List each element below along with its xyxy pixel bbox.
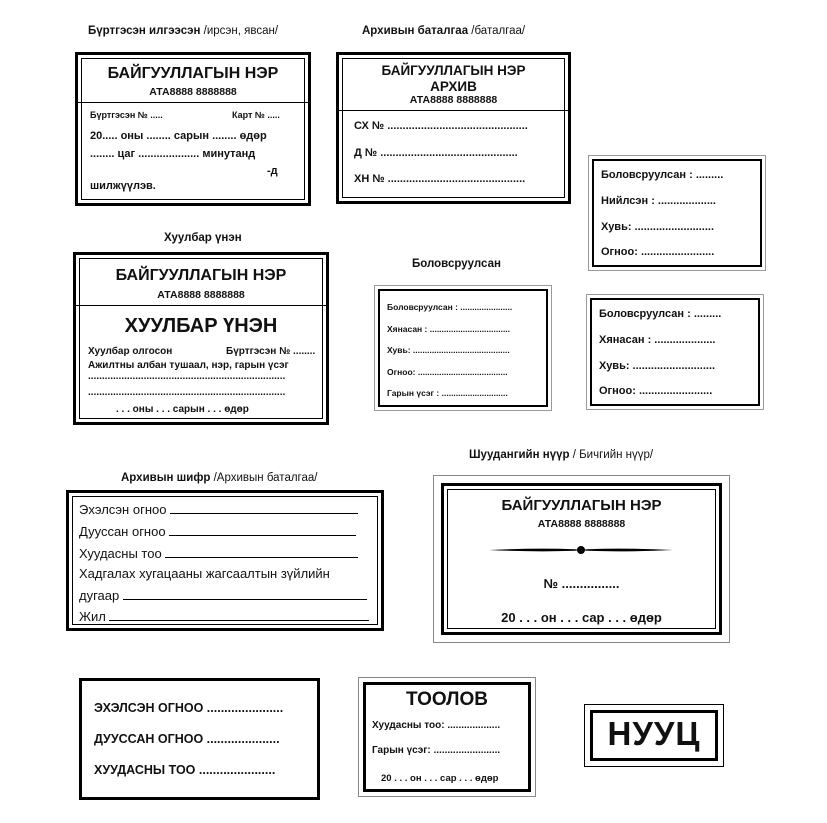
- reg-number: Бүртгэсэн № ........: [226, 346, 316, 357]
- org-name: БАЙГУУЛЛАГЫН НЭР: [381, 63, 526, 78]
- sx-line: СХ № ..............................................: [354, 120, 528, 132]
- signature-line: Гарын үсэг : ............................: [387, 388, 508, 398]
- caption-archive-confirmation: Архивын баталгаа /баталгаа/: [362, 25, 526, 37]
- processed-line: Боловсруулсан : .........: [599, 308, 722, 320]
- stamp-processed-reviewed: [586, 294, 764, 410]
- processed-line: Боловсруулсан : .........: [601, 169, 724, 181]
- dotted-line: .......................................................................: [88, 371, 286, 382]
- reviewed-line: Хянасан : ..................................: [387, 324, 511, 334]
- processed-line: Боловсруулсан : ......................: [387, 302, 513, 312]
- page-count-row: Хуудасны тоо: [79, 545, 358, 561]
- counted-title: ТООЛОВ: [405, 689, 489, 710]
- caption-processed: Боловсруулсан: [412, 258, 501, 270]
- stamp-processed-merged: [588, 155, 766, 271]
- stamp-registered: [75, 52, 311, 206]
- stamp-true-copy: [73, 252, 329, 425]
- ornament-divider-icon: [489, 544, 673, 556]
- item-number-row: дугаар: [79, 587, 367, 603]
- reg-number: Бүртгэсэн № .....: [90, 110, 163, 120]
- date-line: 20 . . . он . . . сар . . . өдөр: [501, 610, 662, 625]
- org-code: АТА8888 8888888: [157, 289, 245, 301]
- org-name: БАЙГУУЛЛАГЫН НЭР: [115, 267, 287, 284]
- stamp-counted: [358, 677, 536, 797]
- true-copy-title: ХУУЛБАР ҮНЭН: [124, 315, 278, 337]
- caption-envelope: Шуудангийн нүүр / Бичгийн нүүр/: [469, 449, 654, 461]
- start-date-line: ЭХЭЛСЭН ОГНОО ......................: [94, 701, 284, 715]
- employee-line: Ажилтны албан тушаал, нэр, гарын үсэг: [88, 360, 289, 371]
- stamp-processed: [374, 285, 552, 411]
- reviewed-line: Хянасан : ....................: [599, 334, 716, 346]
- org-name: БАЙГУУЛЛАГЫН НЭР: [501, 497, 662, 514]
- org-name: БАЙГУУЛЛАГЫН НЭР: [107, 65, 279, 82]
- caption-registered: Бүртгэсэн илгээсэн /ирсэн, явсан/: [88, 25, 279, 37]
- card-number: Карт № .....: [232, 110, 280, 120]
- page-count-line: ХУУДАСНЫ ТОО ......................: [94, 763, 276, 777]
- page-count-line: Хуудасны тоо: ...................: [372, 720, 501, 731]
- org-code: АТА8888 8888888: [537, 518, 626, 530]
- copy-line: Хувь: ..........................: [601, 221, 715, 233]
- org-code: АТА8888 8888888: [409, 94, 498, 106]
- transfer-label: шилжүүлэв.: [90, 180, 156, 192]
- copy-line: Хувь: ...........................: [599, 360, 716, 372]
- date-line: 20 . . . он . . . сар . . . өдөр: [381, 773, 499, 784]
- year-row: Жил: [79, 608, 369, 624]
- org-code: АТА8888 8888888: [149, 86, 237, 98]
- stamp-secret: [584, 704, 724, 767]
- date-line: Огноо: ......................................: [387, 367, 508, 377]
- stamp-archive-cipher: [66, 490, 384, 631]
- date-line: . . . оны . . . сарын . . . өдөр: [116, 404, 249, 415]
- start-date-row: Эхэлсэн огноо: [79, 501, 358, 517]
- retention-row: Хадгалах хугацааны жагсаалтын зүйлийн: [79, 566, 330, 581]
- stamp-dates: [79, 678, 320, 800]
- time-line: ........ цаг .................... минутанд: [90, 148, 256, 160]
- end-date-line: ДУУССАН ОГНОО .....................: [94, 732, 280, 746]
- stamp-envelope: [433, 475, 730, 643]
- suffix-d: -д: [267, 165, 278, 177]
- stamp-archive: [336, 52, 571, 204]
- dotted-line: .......................................................................: [88, 387, 286, 398]
- secret-title: НУУЦ: [607, 715, 701, 752]
- d-line: Д № .............................................: [354, 147, 518, 159]
- signature-line: Гарын үсэг: ........................: [372, 745, 501, 756]
- merged-line: Нийлсэн : ...................: [601, 195, 716, 207]
- date-line: Огноо: ........................: [599, 385, 713, 397]
- end-date-row: Дууссан огноо: [79, 523, 356, 539]
- xn-line: ХН № .............................................: [354, 173, 526, 185]
- date-line: 20..... оны ........ сарын ........ өдөр: [90, 130, 267, 142]
- caption-archive-cipher: Архивын шифр /Архивын баталгаа/: [121, 472, 318, 484]
- number-line: № ................: [543, 576, 620, 591]
- copy-line: Хувь: .........................................: [387, 345, 510, 355]
- copy-issued: Хуулбар олгосон: [88, 346, 173, 357]
- date-line: Огноо: ........................: [601, 246, 715, 258]
- caption-true-copy: Хуулбар үнэн: [164, 232, 242, 244]
- archive-title: АРХИВ: [430, 79, 477, 94]
